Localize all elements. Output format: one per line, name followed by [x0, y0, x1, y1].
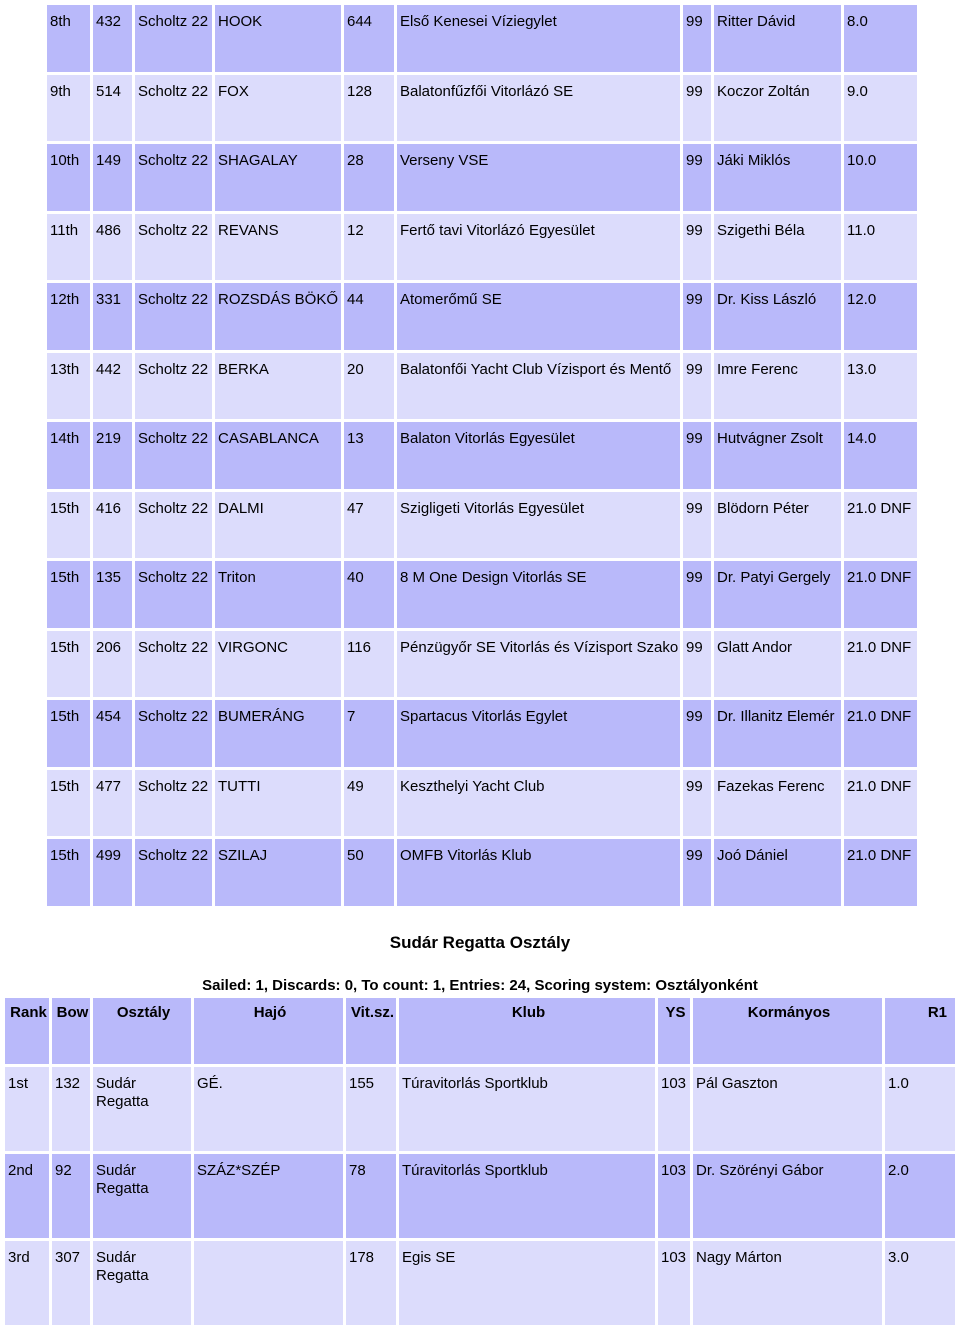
cell-rank: 12th	[47, 283, 90, 350]
cell-sail: 7	[344, 700, 394, 767]
cell-bow: 454	[93, 700, 132, 767]
cell-bow: 432	[93, 5, 132, 72]
header-class: Osztály	[93, 998, 191, 1064]
cell-class: Scholtz 22	[135, 75, 212, 142]
cell-sail: 12	[344, 214, 394, 281]
cell-helm: Dr. Patyi Gergely	[714, 561, 841, 628]
cell-rank: 10th	[47, 144, 90, 211]
cell-rank: 3rd	[5, 1241, 49, 1325]
cell-ys: 99	[683, 75, 711, 142]
cell-rank: 15th	[47, 839, 90, 906]
table-row	[5, 1067, 955, 1151]
cell-club: Atomerőmű SE	[397, 283, 680, 350]
cell-r1: 2.0	[885, 1154, 955, 1238]
cell-club: Túravitorlás Sportklub	[399, 1067, 655, 1151]
cell-r1: 21.0 DNF	[844, 700, 917, 767]
header-row	[5, 998, 955, 1064]
table-row	[47, 770, 917, 837]
cell-boat: VIRGONC	[215, 631, 341, 698]
cell-club: Első Kenesei Víziegylet	[397, 5, 680, 72]
cell-club: Szigligeti Vitorlás Egyesület	[397, 492, 680, 559]
cell-sail: 155	[346, 1067, 396, 1151]
section-title: Sudár Regatta Osztály	[389, 933, 571, 952]
cell-bow: 416	[93, 492, 132, 559]
cell-class: Scholtz 22	[135, 283, 212, 350]
cell-class: Scholtz 22	[135, 5, 212, 72]
table-row	[47, 422, 917, 489]
cell-ys: 99	[683, 214, 711, 281]
cell-class: Scholtz 22	[135, 353, 212, 420]
cell-bow: 132	[52, 1067, 90, 1151]
cell-bow: 149	[93, 144, 132, 211]
cell-ys: 103	[658, 1154, 690, 1238]
cell-class: Sudár Regatta	[93, 1154, 191, 1238]
cell-boat: BUMERÁNG	[215, 700, 341, 767]
section-info: Sailed: 1, Discards: 0, To count: 1, Entries: 24, Scoring system: Osztályonként	[202, 977, 758, 994]
cell-r1: 10.0	[844, 144, 917, 211]
cell-bow: 307	[52, 1241, 90, 1325]
cell-ys: 99	[683, 631, 711, 698]
cell-boat: SZÁZ*SZÉP	[194, 1154, 343, 1238]
cell-sail: 50	[344, 839, 394, 906]
cell-sail: 644	[344, 5, 394, 72]
cell-helm: Pál Gaszton	[693, 1067, 882, 1151]
cell-boat: Triton	[215, 561, 341, 628]
cell-rank: 15th	[47, 631, 90, 698]
cell-ys: 99	[683, 5, 711, 72]
cell-helm: Nagy Márton	[693, 1241, 882, 1325]
table-row	[47, 839, 917, 906]
cell-rank: 2nd	[5, 1154, 49, 1238]
cell-ys: 99	[683, 770, 711, 837]
cell-sail: 20	[344, 353, 394, 420]
cell-rank: 8th	[47, 5, 90, 72]
cell-sail: 47	[344, 492, 394, 559]
cell-club: Spartacus Vitorlás Egylet	[397, 700, 680, 767]
cell-rank: 15th	[47, 770, 90, 837]
table-row	[47, 353, 917, 420]
results-table-scholtz	[44, 2, 920, 909]
cell-r1: 21.0 DNF	[844, 631, 917, 698]
cell-club: Balaton Vitorlás Egyesület	[397, 422, 680, 489]
cell-r1: 8.0	[844, 5, 917, 72]
header-boat: Hajó	[194, 998, 343, 1064]
cell-rank: 15th	[47, 700, 90, 767]
cell-ys: 99	[683, 839, 711, 906]
cell-sail: 178	[346, 1241, 396, 1325]
cell-club: Egis SE	[399, 1241, 655, 1325]
cell-boat: REVANS	[215, 214, 341, 281]
cell-class: Scholtz 22	[135, 492, 212, 559]
cell-r1: 13.0	[844, 353, 917, 420]
cell-ys: 99	[683, 561, 711, 628]
cell-sail: 78	[346, 1154, 396, 1238]
cell-sail: 13	[344, 422, 394, 489]
cell-class: Scholtz 22	[135, 422, 212, 489]
header-ys: YS	[658, 998, 690, 1064]
cell-bow: 514	[93, 75, 132, 142]
results-table-sudar	[2, 995, 958, 1328]
table-row	[47, 631, 917, 698]
cell-rank: 11th	[47, 214, 90, 281]
cell-sail: 128	[344, 75, 394, 142]
cell-class: Scholtz 22	[135, 144, 212, 211]
table-row	[5, 1241, 955, 1325]
cell-helm: Ritter Dávid	[714, 5, 841, 72]
cell-club: Pénzügyőr SE Vitorlás és Vízisport Szako	[397, 631, 680, 698]
cell-r1: 12.0	[844, 283, 917, 350]
cell-boat: GÉ.	[194, 1067, 343, 1151]
cell-rank: 15th	[47, 561, 90, 628]
cell-bow: 219	[93, 422, 132, 489]
cell-bow: 499	[93, 839, 132, 906]
cell-helm: Fazekas Ferenc	[714, 770, 841, 837]
table-row	[47, 75, 917, 142]
cell-boat: TUTTI	[215, 770, 341, 837]
cell-class: Sudár Regatta	[93, 1241, 191, 1325]
header-club: Klub	[399, 998, 655, 1064]
table-row	[5, 1154, 955, 1238]
header-r1: R1	[885, 998, 955, 1064]
cell-boat: HOOK	[215, 5, 341, 72]
cell-club: Verseny VSE	[397, 144, 680, 211]
cell-club: Fertő tavi Vitorlázó Egyesület	[397, 214, 680, 281]
cell-bow: 486	[93, 214, 132, 281]
cell-r1: 14.0	[844, 422, 917, 489]
header-rank: Rank	[5, 998, 49, 1064]
cell-ys: 99	[683, 700, 711, 767]
cell-r1: 21.0 DNF	[844, 770, 917, 837]
cell-r1: 21.0 DNF	[844, 492, 917, 559]
cell-bow: 331	[93, 283, 132, 350]
table-row	[47, 144, 917, 211]
cell-helm: Hutvágner Zsolt	[714, 422, 841, 489]
cell-r1: 21.0 DNF	[844, 561, 917, 628]
cell-ys: 99	[683, 353, 711, 420]
cell-class: Scholtz 22	[135, 700, 212, 767]
cell-bow: 135	[93, 561, 132, 628]
cell-helm: Glatt Andor	[714, 631, 841, 698]
cell-boat: SHAGALAY	[215, 144, 341, 211]
header-helm: Kormányos	[693, 998, 882, 1064]
cell-club: OMFB Vitorlás Klub	[397, 839, 680, 906]
cell-club: Balatonfői Yacht Club Vízisport és Mentő	[397, 353, 680, 420]
table-row	[47, 700, 917, 767]
cell-helm: Jáki Miklós	[714, 144, 841, 211]
cell-ys: 99	[683, 283, 711, 350]
cell-class: Scholtz 22	[135, 561, 212, 628]
cell-boat: FOX	[215, 75, 341, 142]
cell-sail: 49	[344, 770, 394, 837]
cell-club: Túravitorlás Sportklub	[399, 1154, 655, 1238]
cell-sail: 44	[344, 283, 394, 350]
cell-rank: 1st	[5, 1067, 49, 1151]
cell-r1: 1.0	[885, 1067, 955, 1151]
cell-boat: ROZSDÁS BÖKŐ	[215, 283, 341, 350]
cell-helm: Szigethi Béla	[714, 214, 841, 281]
cell-helm: Dr. Szörényi Gábor	[693, 1154, 882, 1238]
cell-class: Scholtz 22	[135, 631, 212, 698]
cell-ys: 99	[683, 492, 711, 559]
cell-r1: 11.0	[844, 214, 917, 281]
cell-class: Sudár Regatta	[93, 1067, 191, 1151]
cell-bow: 477	[93, 770, 132, 837]
cell-rank: 15th	[47, 492, 90, 559]
cell-boat	[194, 1241, 343, 1325]
cell-club: 8 M One Design Vitorlás SE	[397, 561, 680, 628]
cell-helm: Joó Dániel	[714, 839, 841, 906]
cell-r1: 9.0	[844, 75, 917, 142]
cell-helm: Koczor Zoltán	[714, 75, 841, 142]
header-sail: Vit.sz.	[346, 998, 396, 1064]
cell-ys: 103	[658, 1067, 690, 1151]
table-row	[47, 561, 917, 628]
cell-boat: BERKA	[215, 353, 341, 420]
table-row	[47, 283, 917, 350]
cell-helm: Dr. Kiss László	[714, 283, 841, 350]
cell-ys: 99	[683, 422, 711, 489]
header-bow: Bow	[52, 998, 90, 1064]
cell-club: Balatonfűzfői Vitorlázó SE	[397, 75, 680, 142]
cell-r1: 3.0	[885, 1241, 955, 1325]
table-row	[47, 5, 917, 72]
cell-ys: 103	[658, 1241, 690, 1325]
cell-helm: Imre Ferenc	[714, 353, 841, 420]
cell-r1: 21.0 DNF	[844, 839, 917, 906]
cell-rank: 13th	[47, 353, 90, 420]
cell-bow: 92	[52, 1154, 90, 1238]
cell-boat: DALMI	[215, 492, 341, 559]
cell-sail: 116	[344, 631, 394, 698]
cell-sail: 40	[344, 561, 394, 628]
cell-sail: 28	[344, 144, 394, 211]
cell-class: Scholtz 22	[135, 839, 212, 906]
cell-boat: SZILAJ	[215, 839, 341, 906]
cell-club: Keszthelyi Yacht Club	[397, 770, 680, 837]
cell-rank: 9th	[47, 75, 90, 142]
cell-bow: 442	[93, 353, 132, 420]
cell-class: Scholtz 22	[135, 770, 212, 837]
cell-helm: Blödorn Péter	[714, 492, 841, 559]
table-row	[47, 214, 917, 281]
cell-class: Scholtz 22	[135, 214, 212, 281]
cell-rank: 14th	[47, 422, 90, 489]
cell-boat: CASABLANCA	[215, 422, 341, 489]
cell-helm: Dr. Illanitz Elemér	[714, 700, 841, 767]
table-row	[47, 492, 917, 559]
cell-bow: 206	[93, 631, 132, 698]
cell-ys: 99	[683, 144, 711, 211]
